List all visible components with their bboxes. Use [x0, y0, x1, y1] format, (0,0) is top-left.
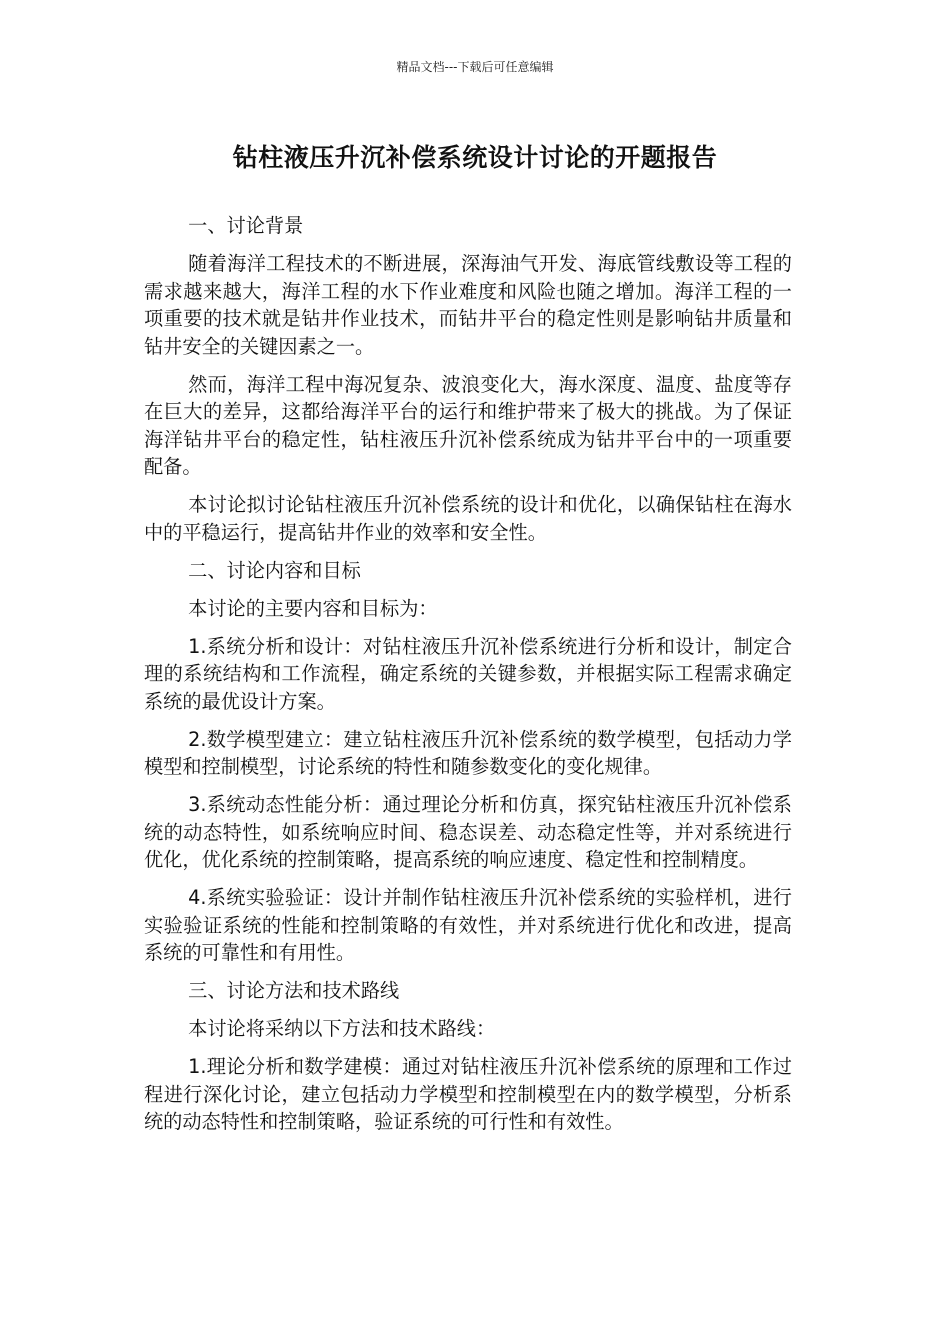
section-heading: 一、讨论背景: [188, 214, 304, 237]
list-item: 3.系统动态性能分析：通过理论分析和仿真，探究钻柱液压升沉补偿系统的动态特性，如系统响应时间、稳态误差、动态稳定性等，并对系统进行优化，优化系统的控制策略，提高系统的响应速度、稳定性和控制精度。: [144, 793, 792, 871]
list-item: 1.理论分析和数学建模：通过对钻柱液压升沉补偿系统的原理和工作过程进行深化讨论，建立包括动力学模型和控制模型在内的数学模型，分析系统的动态特性和控制策略，验证系统的可行性和有效性。: [144, 1055, 792, 1133]
document-body: [144, 212, 792, 1146]
section-heading: 三、讨论方法和技术路线: [188, 979, 400, 1002]
document-title: 钻柱液压升沉补偿系统设计讨论的开题报告: [232, 143, 718, 172]
paragraph: 然而，海洋工程中海况复杂、波浪变化大，海水深度、温度、盐度等存在巨大的差异，这都给海洋平台的运行和维护带来了极大的挑战。为了保证海洋钻井平台的稳定性，钻柱液压升沉补偿系统成为钻井平台中的一项重要配备。: [144, 372, 792, 478]
paragraph: 本讨论的主要内容和目标为：: [188, 596, 438, 620]
paragraph: 随着海洋工程技术的不断进展，深海油气开发、海底管线敷设等工程的需求越来越大，海洋工程的水下作业难度和风险也随之增加。海洋工程的一项重要的技术就是钻井作业技术，而钻井平台的稳定性则是影响钻井质量和钻井安全的关键因素之一。: [144, 252, 792, 358]
list-item: 4.系统实验验证：设计并制作钻柱液压升沉补偿系统的实验样机，进行实验验证系统的性能和控制策略的有效性，并对系统进行优化和改进，提高系统的可靠性和有用性。: [144, 886, 792, 964]
page-header: 精品文档---下载后可任意编辑: [396, 60, 554, 74]
paragraph: 本讨论拟讨论钻柱液压升沉补偿系统的设计和优化，以确保钻柱在海水中的平稳运行，提高钻井作业的效率和安全性。: [144, 493, 792, 544]
section-heading: 二、讨论内容和目标: [188, 558, 361, 582]
list-item: 1.系统分析和设计：对钻柱液压升沉补偿系统进行分析和设计，制定合理的系统结构和工作流程，确定系统的关键参数，并根据实际工程需求确定系统的最优设计方案。: [144, 634, 792, 713]
list-item: 2.数学模型建立：建立钻柱液压升沉补偿系统的数学模型，包括动力学模型和控制模型，讨论系统的特性和随参数变化的变化规律。: [144, 727, 792, 778]
paragraph: 本讨论将采纳以下方法和技术路线：: [188, 1017, 496, 1040]
